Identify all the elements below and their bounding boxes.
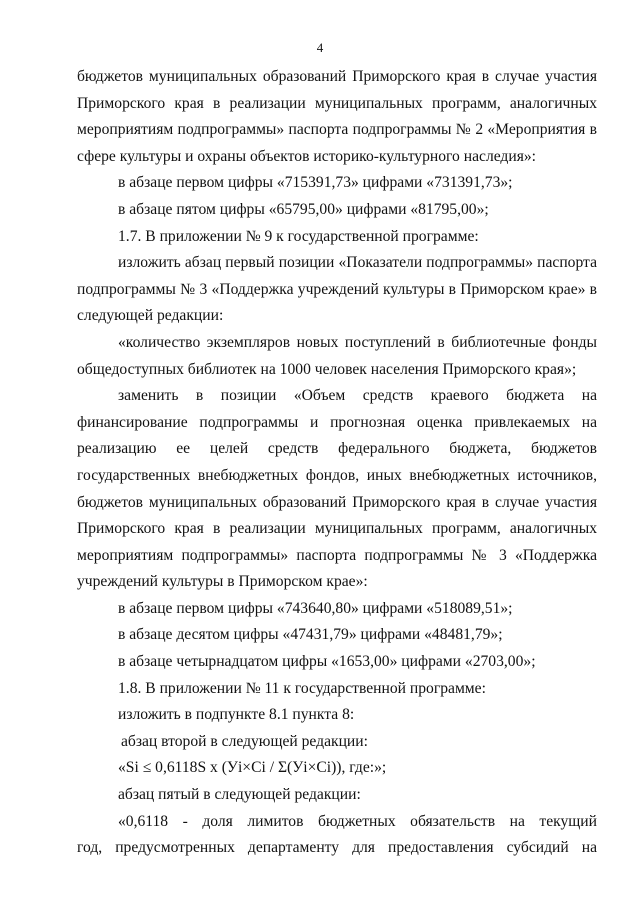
text-line: Приморского края в реализации муниципальных программ, аналогичных — [77, 520, 597, 538]
text-line: изложить абзац первый позиции «Показатели подпрограммы» паспорта — [118, 254, 597, 272]
text-line: в абзаце первом цифры «715391,73» цифрами «731391,73»; — [118, 174, 513, 192]
text-line: изложить в подпункте 8.1 пункта 8: — [118, 706, 355, 724]
text-line: «0,6118 - доля лимитов бюджетных обязательств на текущий — [118, 812, 597, 830]
text-line: в абзаце четырнадцатом цифры «1653,00» цифрами «2703,00»; — [118, 653, 536, 671]
text-line: 1.8. В приложении № 11 к государственной программе: — [118, 679, 486, 697]
text-line: год, предусмотренных департаменту для предоставления субсидий на — [77, 839, 597, 857]
text-line: в абзаце десятом цифры «47431,79» цифрами «48481,79»; — [118, 626, 503, 644]
text-line: общедоступных библиотек на 1000 человек населения Приморского края»; — [77, 360, 577, 378]
text-line: финансирование подпрограммы и прогнозная оценка привлекаемых на — [77, 413, 597, 431]
text-line: в абзаце первом цифры «743640,80» цифрами «518089,51»; — [118, 599, 513, 617]
text-line: «количество экземпляров новых поступлений в библиотечные фонды — [118, 333, 597, 351]
text-line: реализацию ее целей средств федерального бюджета, бюджетов — [77, 440, 597, 458]
text-line: мероприятиям подпрограммы» паспорта подпрограммы № 3 «Поддержка — [77, 546, 597, 564]
text-line: в абзаце пятом цифры «65795,00» цифрами «81795,00»; — [118, 200, 489, 218]
text-line: бюджетов муниципальных образований Приморского края в случае участия — [77, 68, 597, 85]
text-line: следующей редакции: — [77, 307, 224, 325]
text-line: мероприятиям подпрограммы» паспорта подпрограммы № 2 «Мероприятия в — [77, 121, 597, 139]
page-number: 4 — [316, 40, 324, 55]
text-line: учреждений культуры в Приморском крае»: — [77, 573, 368, 591]
text-line: подпрограммы № 3 «Поддержка учреждений культуры в Приморском крае» в — [77, 280, 597, 298]
text-line: 1.7. В приложении № 9 к государственной программе: — [118, 227, 479, 245]
text-line: Приморского края в реализации муниципальных программ, аналогичных — [77, 94, 597, 112]
text-line: бюджетов муниципальных образований Приморского края в случае участия — [77, 493, 597, 511]
text-line: сфере культуры и охраны объектов историко-культурного наследия»: — [77, 147, 537, 165]
text-line: абзац пятый в следующей редакции: — [118, 786, 361, 804]
text-line: заменить в позиции «Объем средств краевого бюджета на — [118, 387, 597, 405]
text-line: абзац второй в следующей редакции: — [121, 732, 368, 750]
document-body — [77, 64, 597, 862]
text-line: государственных внебюджетных фондов, иных внебюджетных источников, — [77, 466, 597, 484]
text-line: «Si ≤ 0,6118S x (Уi×Ci / Σ(Уi×Ci)), где:»; — [118, 759, 387, 777]
